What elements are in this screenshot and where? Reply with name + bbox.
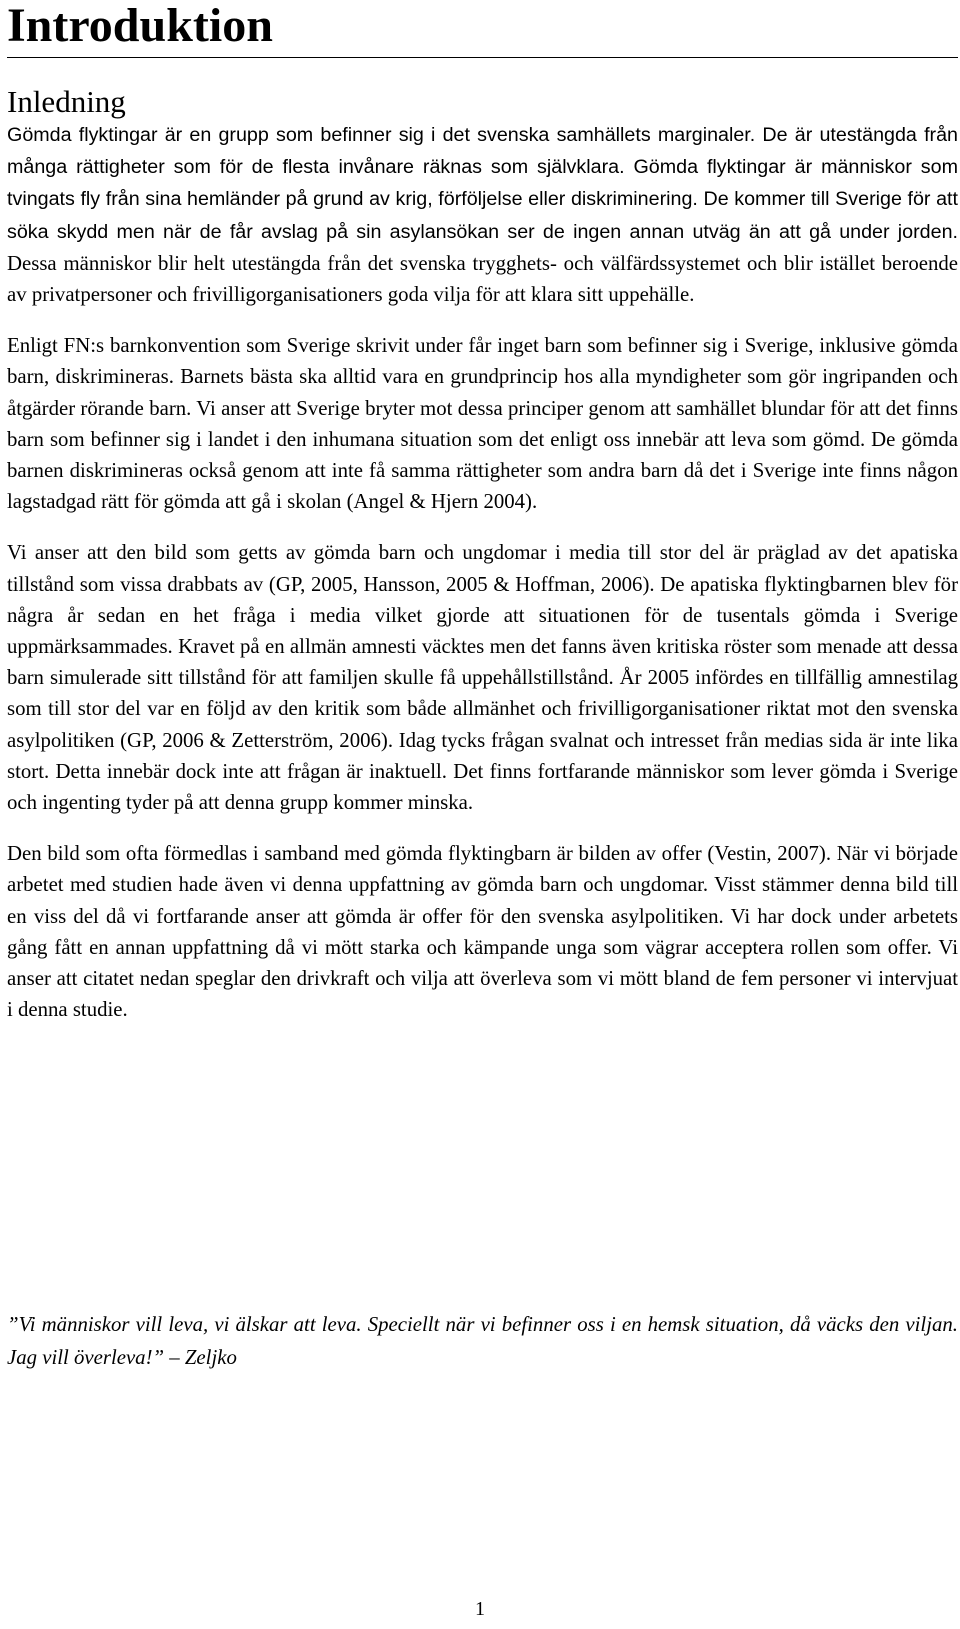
paragraph-1	[7, 119, 958, 310]
paragraph-3: Vi anser att den bild som getts av gömda barn och ungdomar i media till stor del är präglad av det apatiska tillstånd som vissa drabbats av (GP, 2005, Hansson, 2005 & Hoffman, 2006). De apatiska flyktingbarnen blev för några år sedan en het fråga i media vilket gjorde att situationen för de tusentals gömda i Sverige uppmärksammades. Kravet på en allmän amnesti väcktes men det fanns även kritiska röster som menade att dessa barn simulerade sitt tillstånd för att familjen skulle få uppehållstillstånd. År 2005 infördes en tillfällig amnestilag som till stor del var en följd av den kritik som både allmänhet och frivilligorganisationer riktat mot den svenska asylpolitiken (GP, 2006 & Zetterström, 2006). Idag tycks frågan svalnat och intresset från medias sida är inte lika stort. Detta innebär dock inte att frågan är inaktuell. Det finns fortfarande människor som lever gömda i Sverige och ingenting tyder på att denna grupp kommer minska.	[7, 541, 958, 815]
document-page	[7, 0, 958, 1629]
block-quote: ”Vi människor vill leva, vi älskar att leva. Speciellt när vi befinner oss i en hemsk situation, då väcks den viljan. Jag vill överleva!” – Zeljko	[7, 1313, 958, 1369]
paragraph-2: Enligt FN:s barnkonvention som Sverige skrivit under får inget barn som befinner sig i Sverige, inklusive gömda barn, diskrimineras. Barnets bästa ska alltid vara en grundprincip hos alla myndigheter som gör ingripanden och åtgärder rörande barn. Vi anser att Sverige bryter mot dessa principer genom att samhället blundar för att det finns barn som befinner sig i landet i den inhumana situation som det enligt oss innebär att leva som gömd. De gömda barnen diskrimineras också genom att inte få samma rättigheter som andra barn då det i Sverige inte finns någon lagstadgad rätt för gömda att gå i skolan (Angel & Hjern 2004).	[7, 334, 958, 514]
paragraph-1-sans-run: Gömda flyktingar är en grupp som befinner sig i det svenska samhällets marginaler. De är utestängda från många rättigheter som för de flesta invånare räknas som självklara. Gömda flyktingar är människor som tvingats fly från sina hemländer på grund av krig, förföljelse eller diskriminering. De kommer till Sverige för att söka skydd men när de får avslag på sin asylansökan ser de ingen annan utväg än att gå under jorden.	[7, 124, 958, 243]
paragraph-4: Den bild som ofta förmedlas i samband med gömda flyktingbarn är bilden av offer (Vestin, 2007). När vi började arbetet med studien hade även vi denna uppfattning av gömda barn och ungdomar. Visst stämmer denna bild till en viss del då vi fortfarande anser att gömda är offer för den svenska asylpolitiken. Vi har dock under arbetets gång fått en annan uppfattning då vi mött starka och kämpande unga som vägrar acceptera rollen som offer. Vi anser att citatet nedan speglar den drivkraft och vilja att överleva som vi mött bland de fem personer vi intervjuat i denna studie.	[7, 842, 958, 1022]
paragraph-1-serif-run: Dessa människor blir helt utestängda från det svenska trygghets- och välfärdssystemet och blir istället beroende av privatpersoner och frivilligorganisationers goda vilja för att klara sitt uppehälle.	[7, 251, 958, 307]
section-title: Inledning	[7, 84, 126, 119]
title-rule	[7, 57, 958, 58]
body-text	[7, 119, 958, 1045]
page-number: 1	[475, 1598, 485, 1620]
chapter-title: Introduktion	[7, 0, 273, 52]
